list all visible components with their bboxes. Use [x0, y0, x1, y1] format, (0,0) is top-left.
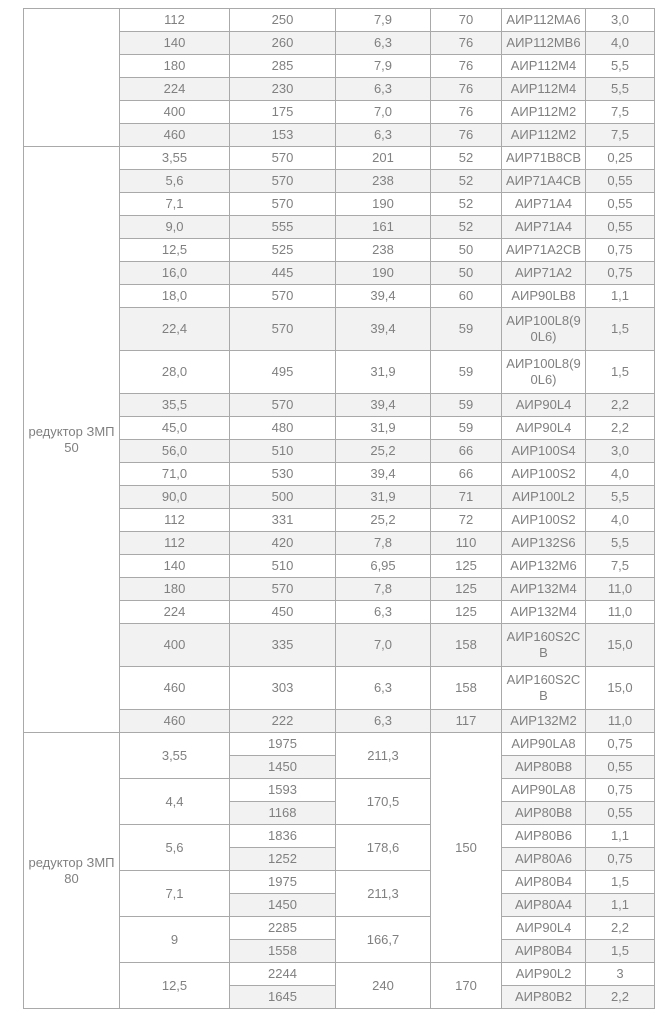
- speed-cell: 1645: [230, 986, 336, 1009]
- power-cell: 7,5: [586, 124, 655, 147]
- torque-cell: 6,3: [336, 667, 431, 710]
- ratio-cell: 56,0: [120, 440, 230, 463]
- motor-cell: АИР71А2: [502, 262, 586, 285]
- speed-cell: 1168: [230, 802, 336, 825]
- speed-cell: 445: [230, 262, 336, 285]
- speed-cell: 510: [230, 440, 336, 463]
- motor-cell: АИР71А4: [502, 216, 586, 239]
- power-cell: 0,55: [586, 193, 655, 216]
- ratio-cell: 12,5: [120, 963, 230, 1009]
- torque-cell: 6,3: [336, 710, 431, 733]
- ratio-cell: 112: [120, 9, 230, 32]
- ratio-cell: 460: [120, 667, 230, 710]
- mass-cell: 52: [431, 170, 502, 193]
- motor-cell: АИР112М4: [502, 55, 586, 78]
- torque-cell: 170,5: [336, 779, 431, 825]
- power-cell: 3,0: [586, 9, 655, 32]
- mass-cell: 76: [431, 101, 502, 124]
- motor-cell: АИР90L4: [502, 417, 586, 440]
- power-cell: 5,5: [586, 532, 655, 555]
- speed-cell: 495: [230, 351, 336, 394]
- ratio-cell: 112: [120, 532, 230, 555]
- speed-cell: 2244: [230, 963, 336, 986]
- mass-cell: 76: [431, 124, 502, 147]
- mass-cell: 66: [431, 463, 502, 486]
- torque-cell: 161: [336, 216, 431, 239]
- torque-cell: 39,4: [336, 285, 431, 308]
- speed-cell: 1558: [230, 940, 336, 963]
- mass-cell: 50: [431, 262, 502, 285]
- motor-cell: АИР100L2: [502, 486, 586, 509]
- ratio-cell: 45,0: [120, 417, 230, 440]
- mass-cell: 76: [431, 78, 502, 101]
- table-row: [24, 733, 655, 756]
- motor-cell: АИР90L4: [502, 917, 586, 940]
- motor-cell: АИР80А6: [502, 848, 586, 871]
- power-cell: 1,1: [586, 894, 655, 917]
- torque-cell: 178,6: [336, 825, 431, 871]
- motor-cell: АИР80В4: [502, 871, 586, 894]
- mass-cell: 66: [431, 440, 502, 463]
- speed-cell: 1836: [230, 825, 336, 848]
- mass-cell: 125: [431, 555, 502, 578]
- power-cell: 0,75: [586, 779, 655, 802]
- motor-cell: АИР100S4: [502, 440, 586, 463]
- ratio-cell: 4,4: [120, 779, 230, 825]
- motor-cell: АИР90LA8: [502, 779, 586, 802]
- speed-cell: 335: [230, 624, 336, 667]
- speed-cell: 510: [230, 555, 336, 578]
- torque-cell: 238: [336, 170, 431, 193]
- ratio-cell: 460: [120, 710, 230, 733]
- mass-cell: 125: [431, 601, 502, 624]
- table-row: [24, 9, 655, 32]
- torque-cell: 6,3: [336, 601, 431, 624]
- ratio-cell: 9: [120, 917, 230, 963]
- ratio-cell: 7,1: [120, 871, 230, 917]
- torque-cell: 31,9: [336, 351, 431, 394]
- mass-cell: 170: [431, 963, 502, 1009]
- motor-cell: АИР90L4: [502, 394, 586, 417]
- speed-cell: 570: [230, 147, 336, 170]
- speed-cell: 1450: [230, 756, 336, 779]
- reducer-name-cell: редуктор ЗМП 80: [24, 733, 120, 1009]
- power-cell: 4,0: [586, 463, 655, 486]
- motor-cell: АИР71В8СВ: [502, 147, 586, 170]
- ratio-cell: 180: [120, 578, 230, 601]
- speed-cell: 153: [230, 124, 336, 147]
- power-cell: 7,5: [586, 555, 655, 578]
- torque-cell: 7,8: [336, 578, 431, 601]
- mass-cell: 52: [431, 216, 502, 239]
- speed-cell: 175: [230, 101, 336, 124]
- speed-cell: 450: [230, 601, 336, 624]
- torque-cell: 166,7: [336, 917, 431, 963]
- motor-cell: АИР80В6: [502, 825, 586, 848]
- torque-cell: 6,3: [336, 124, 431, 147]
- ratio-cell: 22,4: [120, 308, 230, 351]
- ratio-cell: 90,0: [120, 486, 230, 509]
- power-cell: 1,5: [586, 351, 655, 394]
- motor-cell: АИР100S2: [502, 463, 586, 486]
- mass-cell: 50: [431, 239, 502, 262]
- speed-cell: 1975: [230, 871, 336, 894]
- mass-cell: 158: [431, 624, 502, 667]
- motor-cell: АИР132М4: [502, 578, 586, 601]
- mass-cell: 59: [431, 351, 502, 394]
- speed-cell: 570: [230, 308, 336, 351]
- power-cell: 5,5: [586, 55, 655, 78]
- power-cell: 11,0: [586, 578, 655, 601]
- torque-cell: 25,2: [336, 440, 431, 463]
- speed-cell: 260: [230, 32, 336, 55]
- power-cell: 11,0: [586, 710, 655, 733]
- power-cell: 5,5: [586, 78, 655, 101]
- ratio-cell: 3,55: [120, 147, 230, 170]
- ratio-cell: 5,6: [120, 170, 230, 193]
- motor-cell: АИР71А4: [502, 193, 586, 216]
- torque-cell: 201: [336, 147, 431, 170]
- ratio-cell: 3,55: [120, 733, 230, 779]
- motor-cell: АИР80В8: [502, 756, 586, 779]
- power-cell: 0,55: [586, 802, 655, 825]
- mass-cell: 76: [431, 55, 502, 78]
- mass-cell: 52: [431, 193, 502, 216]
- power-cell: 15,0: [586, 667, 655, 710]
- speed-cell: 1593: [230, 779, 336, 802]
- motor-cell: АИР112МВ6: [502, 32, 586, 55]
- torque-cell: 190: [336, 262, 431, 285]
- motor-cell: АИР90LA8: [502, 733, 586, 756]
- motor-cell: АИР160S2СВ: [502, 624, 586, 667]
- mass-cell: 110: [431, 532, 502, 555]
- motor-cell: АИР71А2СВ: [502, 239, 586, 262]
- gear-motor-spec-table: [23, 8, 655, 1009]
- speed-cell: 500: [230, 486, 336, 509]
- speed-cell: 555: [230, 216, 336, 239]
- power-cell: 1,1: [586, 285, 655, 308]
- ratio-cell: 5,6: [120, 825, 230, 871]
- motor-cell: АИР132М6: [502, 555, 586, 578]
- motor-cell: АИР132М4: [502, 601, 586, 624]
- power-cell: 15,0: [586, 624, 655, 667]
- speed-cell: 570: [230, 193, 336, 216]
- torque-cell: 31,9: [336, 486, 431, 509]
- torque-cell: 240: [336, 963, 431, 1009]
- torque-cell: 7,0: [336, 624, 431, 667]
- speed-cell: 230: [230, 78, 336, 101]
- torque-cell: 7,9: [336, 55, 431, 78]
- motor-cell: АИР132S6: [502, 532, 586, 555]
- mass-cell: 150: [431, 733, 502, 963]
- motor-cell: АИР112М2: [502, 124, 586, 147]
- reducer-name-cell: редуктор ЗМП 50: [24, 147, 120, 733]
- speed-cell: 1450: [230, 894, 336, 917]
- ratio-cell: 7,1: [120, 193, 230, 216]
- torque-cell: 39,4: [336, 463, 431, 486]
- speed-cell: 1252: [230, 848, 336, 871]
- torque-cell: 6,3: [336, 78, 431, 101]
- motor-cell: АИР100L8(90L6): [502, 351, 586, 394]
- speed-cell: 570: [230, 394, 336, 417]
- power-cell: 1,5: [586, 871, 655, 894]
- mass-cell: 59: [431, 308, 502, 351]
- power-cell: 1,5: [586, 940, 655, 963]
- power-cell: 3: [586, 963, 655, 986]
- power-cell: 11,0: [586, 601, 655, 624]
- motor-cell: АИР80В8: [502, 802, 586, 825]
- mass-cell: 117: [431, 710, 502, 733]
- mass-cell: 70: [431, 9, 502, 32]
- mass-cell: 125: [431, 578, 502, 601]
- ratio-cell: 16,0: [120, 262, 230, 285]
- table-row: [24, 147, 655, 170]
- power-cell: 0,55: [586, 216, 655, 239]
- power-cell: 0,75: [586, 262, 655, 285]
- torque-cell: 7,9: [336, 9, 431, 32]
- mass-cell: 59: [431, 417, 502, 440]
- torque-cell: 190: [336, 193, 431, 216]
- power-cell: 4,0: [586, 509, 655, 532]
- ratio-cell: 71,0: [120, 463, 230, 486]
- mass-cell: 71: [431, 486, 502, 509]
- motor-cell: АИР80В4: [502, 940, 586, 963]
- ratio-cell: 400: [120, 101, 230, 124]
- torque-cell: 6,3: [336, 32, 431, 55]
- speed-cell: 570: [230, 578, 336, 601]
- power-cell: 0,75: [586, 848, 655, 871]
- speed-cell: 530: [230, 463, 336, 486]
- motor-cell: АИР80В2: [502, 986, 586, 1009]
- power-cell: 2,2: [586, 917, 655, 940]
- power-cell: 0,75: [586, 239, 655, 262]
- power-cell: 7,5: [586, 101, 655, 124]
- motor-cell: АИР100L8(90L6): [502, 308, 586, 351]
- torque-cell: 31,9: [336, 417, 431, 440]
- mass-cell: 158: [431, 667, 502, 710]
- power-cell: 2,2: [586, 986, 655, 1009]
- mass-cell: 76: [431, 32, 502, 55]
- ratio-cell: 224: [120, 78, 230, 101]
- torque-cell: 211,3: [336, 871, 431, 917]
- spec-table-container: [23, 8, 655, 1009]
- torque-cell: 238: [336, 239, 431, 262]
- ratio-cell: 12,5: [120, 239, 230, 262]
- speed-cell: 570: [230, 170, 336, 193]
- torque-cell: 39,4: [336, 394, 431, 417]
- mass-cell: 60: [431, 285, 502, 308]
- speed-cell: 250: [230, 9, 336, 32]
- motor-cell: АИР71А4СВ: [502, 170, 586, 193]
- mass-cell: 72: [431, 509, 502, 532]
- motor-cell: АИР90LB8: [502, 285, 586, 308]
- power-cell: 5,5: [586, 486, 655, 509]
- power-cell: 3,0: [586, 440, 655, 463]
- ratio-cell: 9,0: [120, 216, 230, 239]
- power-cell: 0,55: [586, 756, 655, 779]
- motor-cell: АИР160S2СВ: [502, 667, 586, 710]
- mass-cell: 52: [431, 147, 502, 170]
- torque-cell: 6,95: [336, 555, 431, 578]
- motor-cell: АИР132М2: [502, 710, 586, 733]
- ratio-cell: 18,0: [120, 285, 230, 308]
- ratio-cell: 28,0: [120, 351, 230, 394]
- ratio-cell: 140: [120, 32, 230, 55]
- ratio-cell: 140: [120, 555, 230, 578]
- speed-cell: 2285: [230, 917, 336, 940]
- power-cell: 1,1: [586, 825, 655, 848]
- spec-table-body: [24, 9, 655, 1009]
- speed-cell: 570: [230, 285, 336, 308]
- motor-cell: АИР80А4: [502, 894, 586, 917]
- reducer-name-cell: [24, 9, 120, 147]
- power-cell: 0,25: [586, 147, 655, 170]
- speed-cell: 480: [230, 417, 336, 440]
- speed-cell: 525: [230, 239, 336, 262]
- power-cell: 4,0: [586, 32, 655, 55]
- ratio-cell: 224: [120, 601, 230, 624]
- ratio-cell: 35,5: [120, 394, 230, 417]
- speed-cell: 420: [230, 532, 336, 555]
- ratio-cell: 112: [120, 509, 230, 532]
- speed-cell: 331: [230, 509, 336, 532]
- power-cell: 0,55: [586, 170, 655, 193]
- speed-cell: 285: [230, 55, 336, 78]
- torque-cell: 7,0: [336, 101, 431, 124]
- mass-cell: 59: [431, 394, 502, 417]
- power-cell: 2,2: [586, 417, 655, 440]
- power-cell: 0,75: [586, 733, 655, 756]
- speed-cell: 222: [230, 710, 336, 733]
- torque-cell: 211,3: [336, 733, 431, 779]
- torque-cell: 7,8: [336, 532, 431, 555]
- speed-cell: 1975: [230, 733, 336, 756]
- motor-cell: АИР112МА6: [502, 9, 586, 32]
- torque-cell: 25,2: [336, 509, 431, 532]
- motor-cell: АИР90L2: [502, 963, 586, 986]
- ratio-cell: 460: [120, 124, 230, 147]
- power-cell: 1,5: [586, 308, 655, 351]
- ratio-cell: 180: [120, 55, 230, 78]
- speed-cell: 303: [230, 667, 336, 710]
- motor-cell: АИР100S2: [502, 509, 586, 532]
- power-cell: 2,2: [586, 394, 655, 417]
- motor-cell: АИР112М2: [502, 101, 586, 124]
- ratio-cell: 400: [120, 624, 230, 667]
- torque-cell: 39,4: [336, 308, 431, 351]
- motor-cell: АИР112М4: [502, 78, 586, 101]
